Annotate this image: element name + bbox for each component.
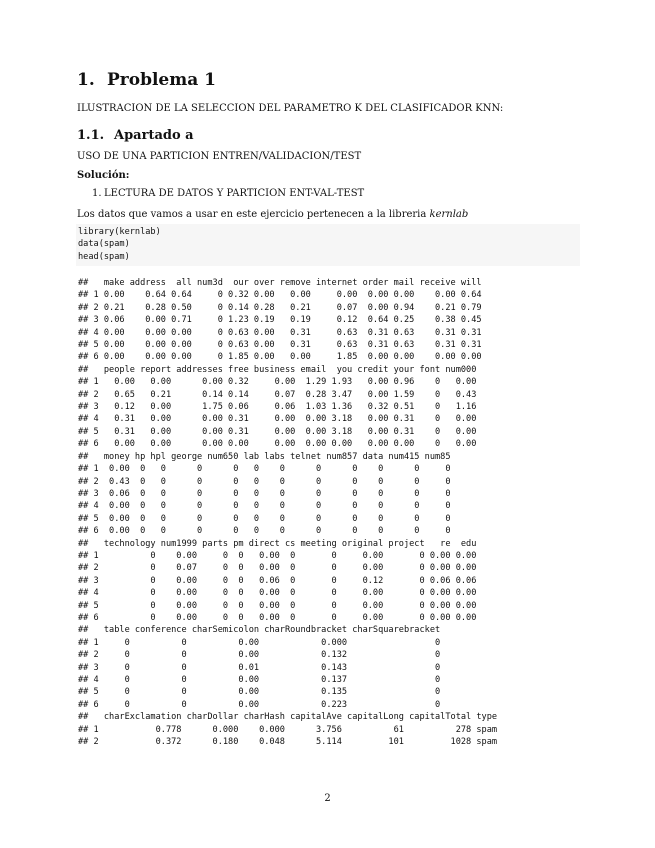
list-item-text: LECTURA DE DATOS Y PARTICION ENT-VAL-TEST [104, 188, 365, 199]
subsection-description: USO DE UNA PARTICION ENTREN/VALIDACION/TEST [77, 151, 362, 162]
data-description-text: Los datos que vamos a usar en este ejercicio pertenecen a la libreria [77, 209, 430, 220]
list-item-number: 1. [92, 188, 102, 199]
section-number: 1. [77, 70, 95, 90]
console-output: ## make address all num3d our over remove internet order mail receive will ## 1 0.00 0.64 0.64 0 0.32 0.00 0.00 0.00 0.00 0.00 0.00 0.64 ## 2 0.21 0.28 0.50 0 0.14 0.28 0.21 0.07 0.00 0.94 0.21 0.79 ## 3 0.06 0.00 0.71 0 1.23 0.19 0.19 0.12 0.64 0.25 0.38 0.45 ## 4 0.00 0.00 0.00 0 0.63 0.00 0.31 0.63 0.31 0.63 0.31 0.31 ## 5 0.00 0.00 0.00 0 0.63 0.00 0.31 0.63 0.31 0.63 0.31 0.31 ## 6 0.00 0.00 0.00 0 1.85 0.00 0.00 1.85 0.00 0.00 0.00 0.00 ## people report addresses free business email you credit your font num000 ## 1 0.00 0.00 0.00 0.32 0.00 1.29 1.93 0.00 0.96 0 0.00 ## 2 0.65 0.21 0.14 0.14 0.07 0.28 3.47 0.00 1.59 0 0.43 ## 3 0.12 0.00 1.75 0.06 0.06 1.03 1.36 0.32 0.51 0 1.16 ## 4 0.31 0.00 0.00 0.31 0.00 0.00 3.18 0.00 0.31 0 0.00 ## 5 0.31 0.00 0.00 0.31 0.00 0.00 3.18 0.00 0.31 0 0.00 ## 6 0.00 0.00 0.00 0.00 0.00 0.00 0.00 0.00 0.00 0 0.00 ## money hp hpl george num650 lab labs telnet num857 data num415 num85 ## 1 0.00 0 0 0 0 0 0 0 0 0 0 0 ## 2 0.43 0 0 0 0 0 0 0 0 0 0 0 ## 3 0.06 0 0 0 0 0 0 0 0 0 0 0 ## 4 0.00 0 0 0 0 0 0 0 0 0 0 0 ## 5 0.00 0 0 0 0 0 0 0 0 0 0 0 ## 6 0.00 0 0 0 0 0 0 0 0 0 0 0 ## technology num1999 parts pm direct cs meeting original project re edu ## 1 0 0.00 0 0 0.00 0 0 0.00 0 0.00 0.00 ## 2 0 0.07 0 0 0.00 0 0 0.00 0 0.00 0.00 ## 3 0 0.00 0 0 0.06 0 0 0.12 0 0.06 0.06 ## 4 0 0.00 0 0 0.00 0 0 0.00 0 0.00 0.00 ## 5 0 0.00 0 0 0.00 0 0 0.00 0 0.00 0.00 ## 6 0 0.00 0 0 0.00 0 0 0.00 0 0.00 0.00 ## table conference charSemicolon charRoundbracket charSquarebracket ## 1 0 0 0.00 0.000 0 ## 2 0 0 0.00 0.132 0 ## 3 0 0 0.01 0.143 0 ## 4 0 0 0.00 0.137 0 ## 5 0 0 0.00 0.135 0 ## 6 0 0 0.00 0.223 0 ## charExclamation charDollar charHash capitalAve capitalLong capitalTotal type ## 1 0.778 0.000 0.000 3.756 61 278 spam ## 2 0.372 0.180 0.048 5.114 101 1028 spam [78, 278, 498, 748]
page-number: 2 [324, 793, 331, 804]
section-heading [77, 70, 216, 90]
code-text: library(kernlab) data(spam) head(spam) [78, 227, 161, 262]
list-item [92, 188, 364, 199]
intro-paragraph: ILUSTRACION DE LA SELECCION DEL PARAMETRO K DEL CLASIFICADOR KNN: [77, 103, 504, 114]
section-title: Problema 1 [107, 70, 216, 90]
subsection-heading [77, 128, 194, 143]
library-name: kernlab [429, 209, 469, 220]
solution-label: Solución: [77, 170, 130, 181]
code-block [76, 224, 580, 266]
subsection-title: Apartado a [114, 128, 194, 143]
data-description [77, 209, 468, 220]
subsection-number: 1.1. [77, 128, 105, 143]
